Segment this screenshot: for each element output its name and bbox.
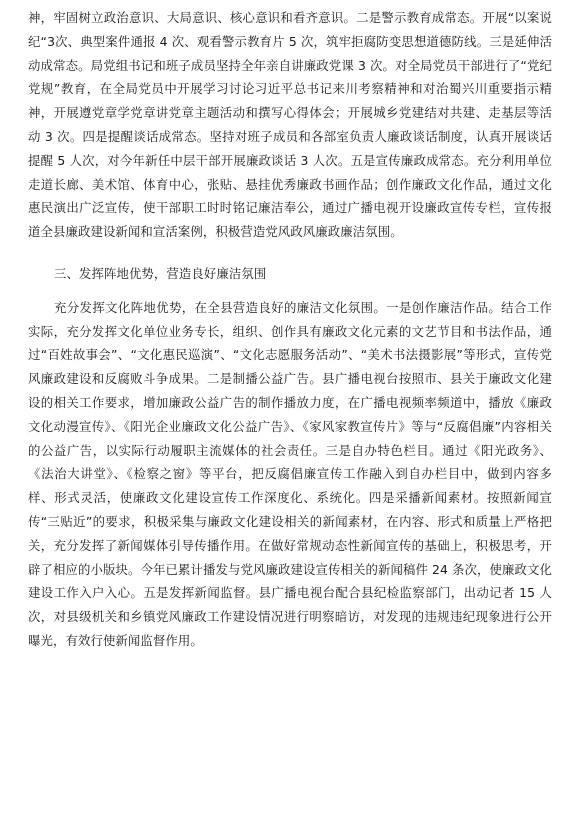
paragraph-main: 充分发挥文化阵地优势，在全县营造良好的廉洁文化氛围。一是创作廉洁作品。结合工作实际，充分发挥文化单位业务专长，组织、创作具有廉政文化元素的文艺节目和书法作品，通过“百姓故事会”、“文化惠民巡演”、“文化志愿服务活动”、“美术书法摄影展”等形式，宣传党风廉政建设和反腐败斗争成果。二是制播公益广告。县广播电视台按照市、县关于廉政文化建设的相关工作要求，增加廉政公益广告的制作播放力度，在广播电视频率频道中，播放《廉政文化动漫宣传》、《阳光企业廉政文化公益广告》、《家风家教宣传片》等与“反腐倡廉”内容相关的公益广告，以实际行动履职主流媒体的社会责任。三是自办特色栏目。通过《阳光政务》、《法治大讲堂》、《检察之窗》等平台，把反腐倡廉宣传工作融入到自办栏目中，做到内容多样、形式灵活，使廉政文化建设宣传工作深度化、系统化。四是采播新闻素材。按照新闻宣传“三贴近”的要求，积极采集与廉政文化建设相关的新闻素材，在内容、形式和质量上严格把关，充分发挥了新闻媒体引导传播作用。在做好常规动态性新闻宣传的基础上，积极思考，开辟了相应的小版块。今年已累计播发与党风廉政建设宣传相关的新闻稿件 24 条次，使廉政文化建设工作入户入心。五是发挥新闻监督。县广播电视台配合县纪检监察部门，出动记者 15 人次，对县级机关和乡镇党风廉政工作建设情况进行明察暗访，对发现的违规违纪现象进行公开曝光，有效行使新闻监督作用。	[28, 299, 552, 648]
document-page	[28, 6, 552, 653]
section-heading: 三、发挥阵地优势，营造良好廉洁氛围	[54, 265, 267, 281]
spacer	[28, 244, 552, 252]
paragraph-top: 神，牢固树立政治意识、大局意识、核心意识和看齐意识。二是警示教育成常态。开展“以案说纪“3次、典型案件通报 4 次、观看警示教育片 5 次，筑牢拒腐防变思想道德防线。三是延伸活动成常态。局党组书记和班子成员坚持全年亲自讲廉政党课 3 次。对全局党员干部进行了“党纪党规”教育，在全局党员中开展学习讨论习近平总书记来川考察精神和对治蜀兴川重要指示精神，开展遵党章学党章讲党章主题活动和撰写心得体会；开展城乡党建结对共建、走基层等活动 3 次。四是提醒谈话成常态。坚持对班子成员和各部室负责人廉政谈话制度，认真开展谈话提醒 5 人次，对今年新任中层干部开展廉政谈话 3 人次。五是宣传廉政成常态。充分利用单位走道长廊、美术馆、体育中心，张贴、悬挂优秀廉政书画作品；创作廉政文化作品，通过文化惠民演出广泛宣传，使干部职工时时铭记廉洁奉公，通过广播电视开设廉政宣传专栏，宣传报道全县廉政建设新闻和宣活案例，积极营造党风政风廉政廉洁氛围。	[28, 10, 552, 240]
